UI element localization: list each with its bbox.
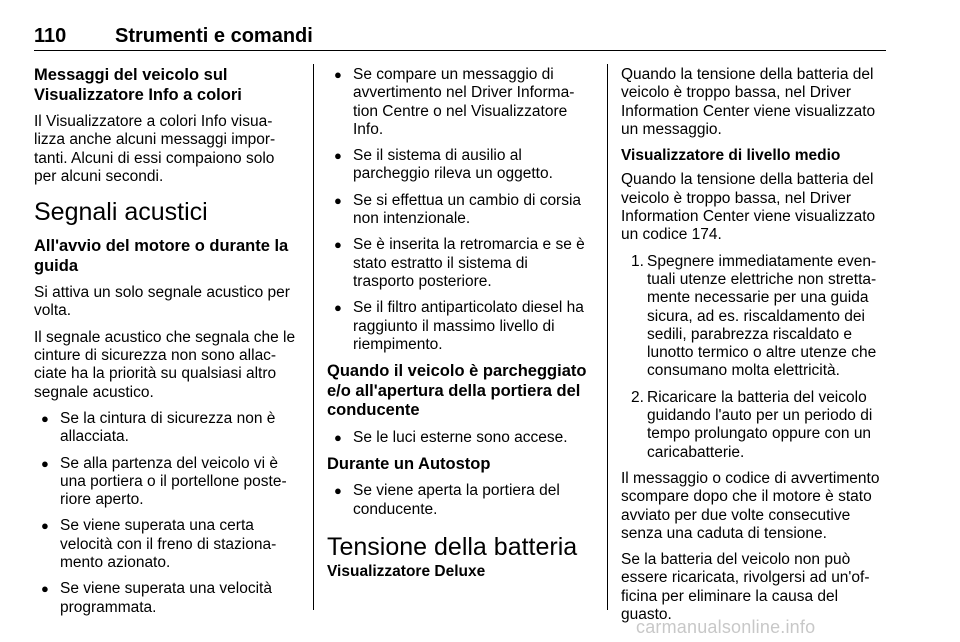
list-item (34, 455, 298, 510)
bullet-icon: ● (41, 581, 49, 597)
list-steps (621, 253, 888, 462)
watermark: carmanualsonline.info (636, 617, 816, 637)
paragraph-workshop: Se la batteria del veicolo non può essere ricaricata, rivolgersi ad un'of-ficina per eliminare la causa del guasto. (621, 551, 870, 624)
list-item (34, 517, 298, 572)
list-item (327, 429, 593, 447)
heading-autostop: Durante un Autostop (327, 454, 491, 473)
paragraph-message-disappears: Il messaggio o codice di avvertimento scompare dopo che il motore è stato avviato per due volte consecutive senza una caduta di tensione. (621, 469, 880, 542)
bullet-icon: ● (334, 429, 342, 445)
list-item-text: Se le luci esterne sono accese. (353, 428, 568, 446)
list-item (34, 580, 298, 617)
list-item-text: Se compare un messaggio di avvertimento nel Driver Informa-tion Centre o nel Visualizzatore Info. (353, 66, 575, 138)
list-item (327, 66, 593, 139)
column-divider-right (607, 64, 608, 610)
list-item-text: Se si effettua un cambio di corsia non intenzionale. (353, 191, 582, 228)
list-item-text: Se viene aperta la portiera del conducente. (353, 482, 560, 518)
heading-vehicle-messages: Messaggi del veicolo sul Visualizzatore Info a colori (34, 66, 242, 104)
paragraph-seatbelt-priority: Il segnale acustico che segnala che le cinture di sicurezza non sono allac-ciate ha la priorità su qualsiasi altro segnale acustico. (34, 328, 296, 401)
column-1 (34, 66, 298, 625)
paragraph-one-signal: Si attiva un solo segnale acustico per volta. (34, 284, 290, 320)
page-number: 110 (34, 25, 67, 47)
heading-engine-start: All'avvio del motore o durante la guida (34, 237, 289, 275)
step-text: Ricaricare la batteria del veicolo guidando l'auto per un periodo di tempo prolungato oppure con un caricabatterie. (647, 388, 873, 461)
list-item (621, 253, 888, 381)
heading-parked: Quando il veicolo è parcheggiato e/o all'apertura della portiera del conducente (327, 362, 587, 420)
heading-battery-voltage: Tensione della batteria (327, 533, 578, 562)
step-number: 1. (631, 252, 644, 270)
column-2 (327, 66, 593, 583)
list-item-text: Se alla partenza del veicolo vi è una portiera o il portellone poste-riore aperto. (60, 454, 287, 509)
step-number: 2. (631, 388, 644, 406)
list-autostop (327, 482, 593, 519)
list-item (327, 192, 593, 229)
paragraph-messages-intro: Il Visualizzatore a colori Info visua-lizza anche alcuni messaggi impor-tanti. Alcuni di essi compaiono solo per alcuni secondi. (34, 113, 276, 185)
bullet-icon: ● (41, 518, 49, 534)
heading-deluxe-display: Visualizzatore Deluxe (327, 563, 486, 581)
list-item (621, 389, 888, 462)
paragraph-voltage-message: Quando la tensione della batteria del veicolo è troppo bassa, nel Driver Information Center viene visualizzato un messaggio. (621, 66, 876, 138)
page-header (34, 24, 886, 51)
bullet-icon: ● (334, 483, 342, 499)
list-item-text: Se è inserita la retromarcia e se è stato estratto il sistema di trasporto posteriore. (353, 236, 585, 290)
list-item-text: Se viene superata una certa velocità con il freno di staziona-mento azionato. (60, 517, 277, 572)
list-item-text: Se la cintura di sicurezza non è allacciata. (60, 409, 276, 446)
list-parked (327, 429, 593, 447)
bullet-icon: ● (334, 192, 342, 208)
list-item (327, 299, 593, 354)
heading-medium-display: Visualizzatore di livello medio (621, 147, 841, 165)
bullet-icon: ● (41, 455, 49, 471)
bullet-icon: ● (334, 148, 342, 164)
list-acoustic-conditions (34, 410, 298, 617)
step-text: Spegnere immediatamente even-tuali utenze elettriche non stretta-mente necessarie per una guida sicura, ad es. riscaldamento dei sedili, parabrezza riscaldato e lunotto termico o altre utenze che consumano molta elettricità. (647, 252, 877, 380)
list-item-text: Se viene superata una velocità programmata. (60, 580, 272, 616)
column-divider-left (313, 64, 314, 610)
list-item (327, 482, 593, 519)
list-item (327, 236, 593, 291)
column-3 (621, 66, 888, 632)
list-item-text: Se il sistema di ausilio al parcheggio rileva un oggetto. (353, 147, 553, 183)
list-item-text: Se il filtro antiparticolato diesel ha raggiunto il massimo livello di riempimento. (353, 299, 584, 353)
list-item (34, 410, 298, 447)
list-item (327, 147, 593, 184)
bullet-icon: ● (334, 67, 342, 82)
list-more-conditions (327, 66, 593, 354)
heading-acoustic-signals: Segnali acustici (34, 198, 208, 227)
running-title: Strumenti e comandi (115, 25, 313, 47)
bullet-icon: ● (41, 410, 49, 426)
bullet-icon: ● (334, 300, 342, 316)
bullet-icon: ● (334, 237, 342, 253)
paragraph-voltage-code: Quando la tensione della batteria del veicolo è troppo bassa, nel Driver Information Center viene visualizzato un codice 174. (621, 171, 876, 244)
